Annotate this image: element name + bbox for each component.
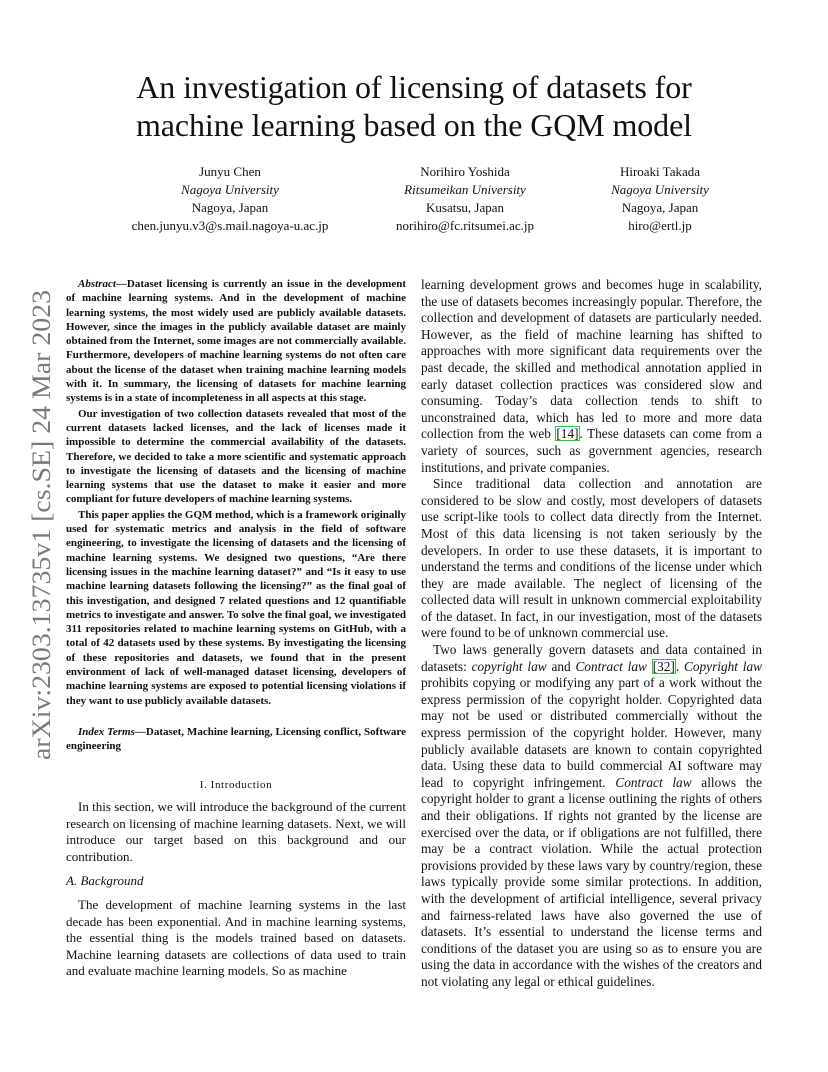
author-email[interactable]: hiro@ertl.jp (628, 218, 692, 233)
abstract-label: Abstract (78, 278, 116, 290)
term-copyright-law: copyright law (471, 658, 547, 674)
abstract-paragraph-2: Our investigation of two collection datasets revealed that most of the current datasets lacked licenses, and the lack of licenses made it impossible to determine the commercial availability of the datasets. Therefore, we decided to take a more scientific and systematic approach to investigate the licensing of datasets and the licensing of machine learning systems that use the dataset to make it easier and more compliant for future developers of machine learning systems. (66, 407, 406, 506)
section-heading-text: I. Introduction (199, 778, 273, 791)
author-location: Kusatsu, Japan (426, 200, 504, 215)
term-copyright-law-2: Copyright law (684, 658, 762, 674)
right-p2-text-d: . (675, 658, 685, 674)
abstract-text-1: —Dataset licensing is currently an issue in the development of machine learning systems. And in the development of machine learning systems, the most widely used are publicly available datasets. However, since the images in the publicly available dataset are mainly obtained from the Internet, some images are not commercially available. Furthermore, developers of machine learning systems do not often care about the license of the dataset when training machine learning models with it. In summary, the licensing of datasets for machine learning systems is in a state of incompleteness in all aspects at this stage. (66, 278, 406, 405)
author-affiliation: Nagoya University (611, 182, 709, 197)
arxiv-stamp-text: arXiv:2303.13735v1 [cs.SE] 24 Mar 2023 (26, 312, 56, 760)
author-block-2 (355, 163, 575, 235)
author-name: Hiroaki Takada (619, 164, 701, 179)
index-terms (66, 725, 406, 754)
author-name: Norihiro Yoshida (420, 164, 510, 179)
author-location: Nagoya, Japan (621, 200, 699, 215)
right-p0-text-a: learning development grows and becomes huge in scalability, the use of datasets becomes increasingly popular. Therefore, the collection and development of datasets are particularly needed. However, as the field of machine learning has shifted to approaches with more significant data requirements over the past decade, the skilled and methodical annotation applied in early dataset collection practices was considered slow and consuming. Today’s data collection tends to shift to unconstrained data, which has led to more and more data collection from the web (421, 277, 762, 442)
author-affiliation: Ritsumeikan University (404, 182, 526, 197)
author-block-3 (560, 163, 760, 235)
citation-link-14[interactable]: [14] (556, 426, 579, 442)
introduction-body (66, 799, 406, 980)
author-block-1 (120, 163, 340, 235)
right-p2-text-e: prohibits copying or modifying any part of a work without the express permission of the copyright holder. Copyrighted data may not be used or distributed commercially without the express permission of the copyright holder. However, many publicly available datasets are known to contain copyrighted data. Using these data to build commercial AI software may lead to copyright infringement. (421, 675, 762, 790)
abstract-paragraph-1 (66, 277, 406, 406)
right-p0-text-b: . These datasets can come from a variety of sources, such as government agencies, research institutions, and private companies. (421, 426, 762, 475)
title-line-1: An investigation of licensing of datasets for (136, 69, 692, 105)
citation-link-32[interactable]: [32] (652, 658, 675, 674)
section-heading-introduction (66, 777, 406, 794)
author-email[interactable]: chen.junyu.v3@s.mail.nagoya-u.ac.jp (131, 218, 329, 233)
index-terms-label: Index Terms (78, 725, 135, 738)
right-paragraph-0 (421, 277, 762, 476)
right-p2-text-b: and (546, 658, 576, 674)
arxiv-identifier-stamp (10, 290, 62, 760)
right-paragraph-2 (421, 642, 762, 990)
term-contract-law: Contract law (575, 658, 647, 674)
term-contract-law-2: Contract law (615, 774, 692, 790)
title-line-2: machine learning based on the GQM model (136, 107, 692, 143)
right-p2-text-f: allows the copyright holder to grant a license outlining the rights of others and their obligations. If rights not granted by the license are exercised over the data, or if obligations are not fulfilled, there may be a contract violation. While the actual protection provisions provided by these laws vary by country/region, these laws typically provide some similar protections. In addition, with the development of artificial intelligence, several privacy and fairness-related laws have also governed the use of datasets. It’s essential to understand the license terms and conditions of the dataset you are using so as to ensure you are using the data in accordance with the wishes of the creators and not violating any legal or ethical guidelines. (421, 774, 762, 989)
background-paragraph-1: The development of machine learning systems in the last decade has been exponential. And in machine learning systems, the essential thing is the models trained based on datasets. Machine learning datasets are collections of data used to train and evaluate machine learning models. So as machine (66, 897, 406, 979)
left-column (66, 277, 406, 980)
subsection-heading-background: A. Background (66, 873, 144, 889)
right-p2-text-a: Two laws generally govern datasets and data contained in datasets: (421, 642, 762, 674)
author-email[interactable]: norihiro@fc.ritsumei.ac.jp (396, 218, 534, 233)
author-name: Junyu Chen (199, 164, 261, 179)
author-affiliation: Nagoya University (181, 182, 279, 197)
introduction-paragraph: In this section, we will introduce the background of the current research on licensing of machine learning datasets. Next, we will introduce our target based on this background and our contribution. (66, 799, 406, 864)
index-terms-text: —Dataset, Machine learning, Licensing conflict, Software engineering (66, 725, 406, 753)
right-column (421, 277, 762, 991)
abstract-paragraph-3: This paper applies the GQM method, which is a framework originally used for systematic metrics and analysis in the field of software engineering, to investigate the licensing of datasets and the licensing of machine learning systems. We designed two questions, “Are there licensing issues in the machine learning dataset?” and “Is it easy to use machine learning datasets following the licensing?” as the final goal of this investigation, and designed 7 related questions and 12 quantifiable metrics to investigate and answer. To solve the final goal, we investigated 311 repositories related to machine learning systems on GitHub, with a total of 42 datasets used by these systems. By investigating the licensing of these repositories and datasets, we found that in the present environment of lack of well-managed dataset licensing, developers of machine learning systems are exposed to potential licensing violations if they want to use publicly available datasets. (66, 508, 406, 707)
paper-title (80, 68, 748, 144)
right-paragraph-1: Since traditional data collection and annotation are considered to be slow and costly, most developers of datasets use script-like tools to collect data directly from the Internet. Most of this data licensing is not taken seriously by the developers. In order to use these datasets, it is important to understand the terms and conditions of the license under which they are made available. The neglect of licensing of the collected data will result in unknown commercial exploitability of the dataset. In fact, in our investigation, most of the datasets were found to be of unknown commercial use. (421, 476, 762, 641)
abstract (66, 277, 406, 708)
right-p2-text-c (647, 659, 652, 674)
author-location: Nagoya, Japan (191, 200, 269, 215)
